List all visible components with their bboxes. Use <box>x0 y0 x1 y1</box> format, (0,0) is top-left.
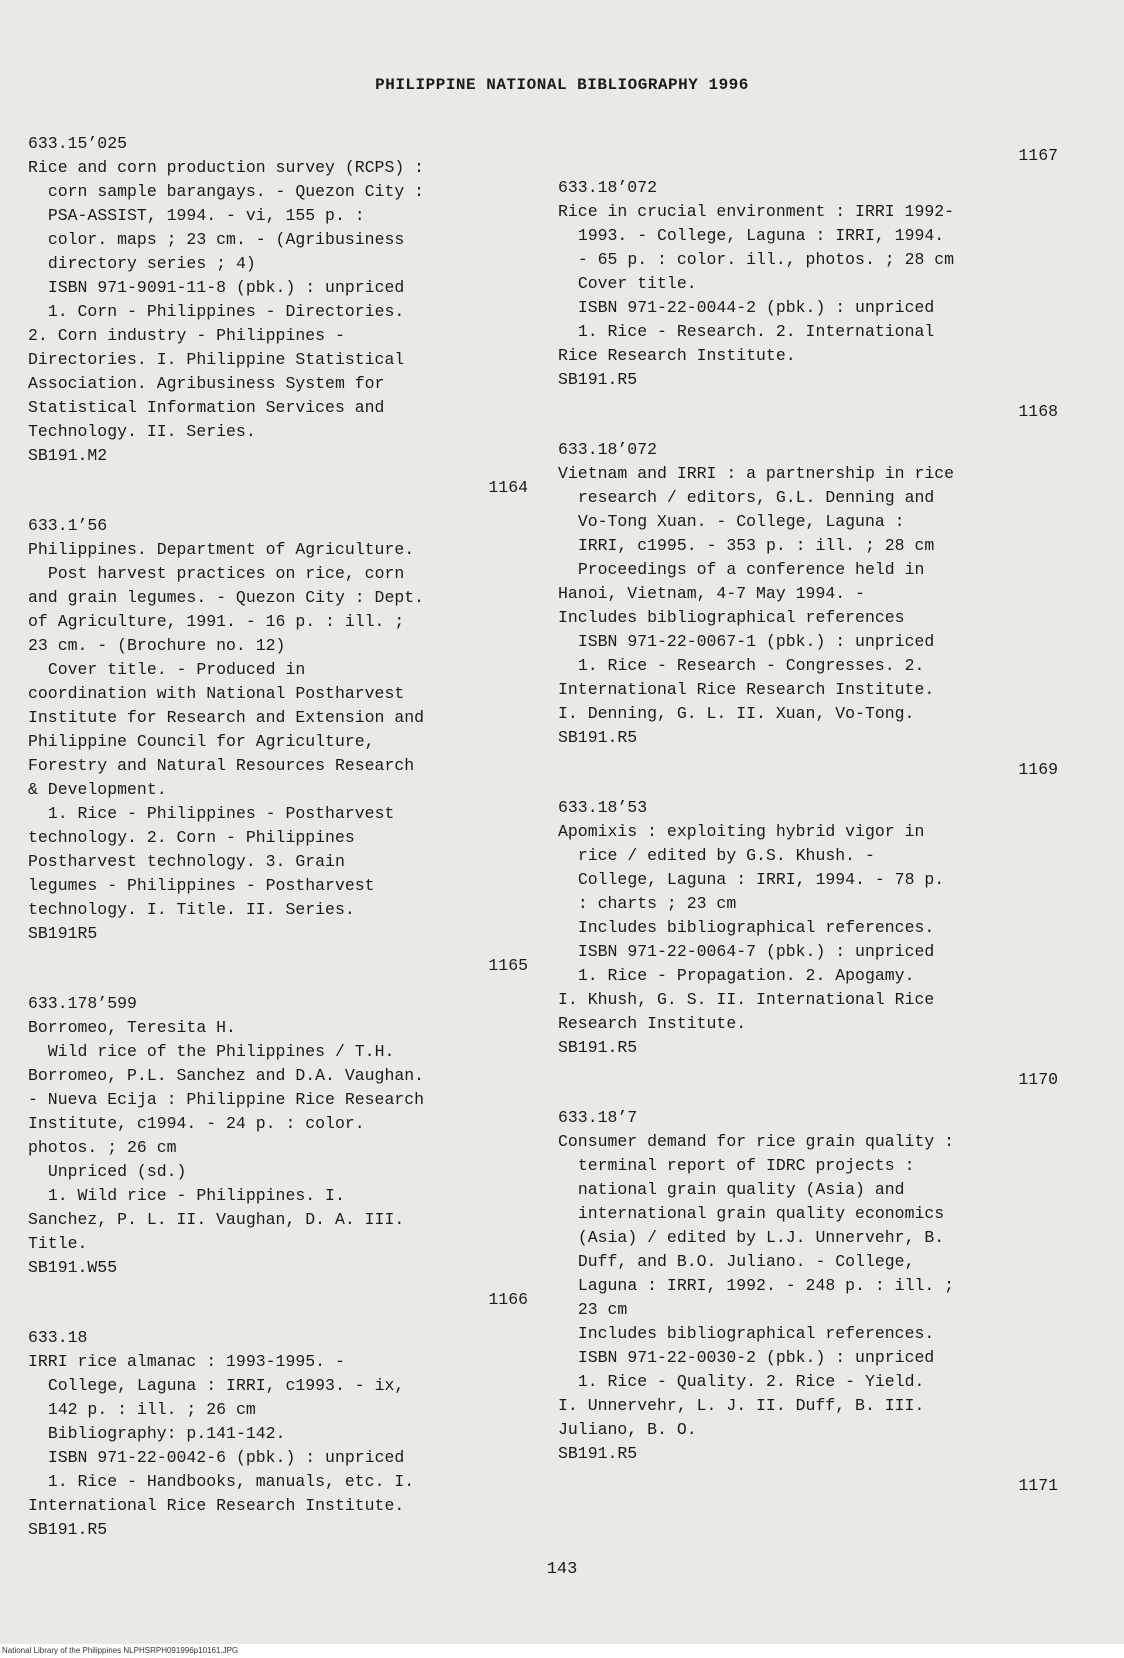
entry-text-line: Bibliography: p.141-142. <box>28 1424 286 1443</box>
entry-text-line: 23 cm. - (Brochure no. 12) <box>28 636 286 655</box>
catalog-entry <box>28 132 528 468</box>
entry-text-line: SB191R5 <box>28 924 98 943</box>
entry-text-line: I. Unnervehr, L. J. II. Duff, B. III. <box>558 1396 925 1415</box>
entry-text-line: 1. Corn - Philippines - Directories. <box>28 302 405 321</box>
class-number: 633.18’072 <box>558 440 658 459</box>
entry-text-line: I. Denning, G. L. II. Xuan, Vo-Tong. <box>558 704 915 723</box>
entry-text-line: Institute, c1994. - 24 p. : color. <box>28 1114 365 1133</box>
class-number: 633.178’599 <box>28 994 137 1013</box>
catalog-entry <box>558 1106 1058 1466</box>
entry-text-line: 1. Wild rice - Philippines. I. <box>28 1186 345 1205</box>
entry-text-line: Vietnam and IRRI : a partnership in rice <box>558 464 955 483</box>
entry-text-line: 1. Rice - Philippines - Postharvest <box>28 804 395 823</box>
entry-number: 1164 <box>488 478 528 497</box>
entry-text-line: Rice Research Institute. <box>558 346 796 365</box>
entry-text-line: rice / edited by G.S. Khush. - <box>558 846 875 865</box>
entry-text-line: : charts ; 23 cm <box>558 894 737 913</box>
entry-text-line: 1. Rice - Quality. 2. Rice - Yield. <box>558 1372 925 1391</box>
page-title: PHILIPPINE NATIONAL BIBLIOGRAPHY 1996 <box>375 76 749 94</box>
entry-number: 1166 <box>488 1290 528 1309</box>
entry-text-line: 23 cm <box>558 1300 628 1319</box>
entry-text-line: Rice in crucial environment : IRRI 1992- <box>558 202 955 221</box>
class-number: 633.18’53 <box>558 798 648 817</box>
entry-text-line: national grain quality (Asia) and <box>558 1180 905 1199</box>
entry-text-line: Technology. II. Series. <box>28 422 256 441</box>
entry-text-line: Directories. I. Philippine Statistical <box>28 350 405 369</box>
class-number: 633.18 <box>28 1328 88 1347</box>
entry-text-line: Sanchez, P. L. II. Vaughan, D. A. III. <box>28 1210 405 1229</box>
entry-text-line: SB191.R5 <box>28 1520 108 1539</box>
entry-text-line: ISBN 971-9091-11-8 (pbk.) : unpriced <box>28 278 405 297</box>
entry-text-line: Includes bibliographical references. <box>558 918 935 937</box>
entry-text-line: Hanoi, Vietnam, 4-7 May 1994. - <box>558 584 865 603</box>
entry-text-line: 142 p. : ill. ; 26 cm <box>28 1400 256 1419</box>
entry-text-line: Philippine Council for Agriculture, <box>28 732 375 751</box>
entry-text-line: - 65 p. : color. ill., photos. ; 28 cm <box>558 250 955 269</box>
entry-text-line: ISBN 971-22-0044-2 (pbk.) : unpriced <box>558 298 935 317</box>
entry-text-line: 1. Rice - Handbooks, manuals, etc. I. <box>28 1472 415 1491</box>
catalog-entry <box>558 176 1058 392</box>
entry-text-line: IRRI rice almanac : 1993-1995. - <box>28 1352 345 1371</box>
entry-text-line: Includes bibliographical references <box>558 608 905 627</box>
entry-text-line: Title. <box>28 1234 88 1253</box>
entry-text-line: Apomixis : exploiting hybrid vigor in <box>558 822 925 841</box>
entry-text-line: I. Khush, G. S. II. International Rice <box>558 990 935 1009</box>
entry-text-line: SB191.M2 <box>28 446 108 465</box>
entry-text-line: Post harvest practices on rice, corn <box>28 564 405 583</box>
entry-text-line: directory series ; 4) <box>28 254 256 273</box>
entry-number: 1167 <box>1018 146 1058 165</box>
entry-number: 1165 <box>488 956 528 975</box>
entry-text-line: Juliano, B. O. <box>558 1420 697 1439</box>
catalog-entry <box>28 992 528 1280</box>
entry-text-line: color. maps ; 23 cm. - (Agribusiness <box>28 230 405 249</box>
entry-text-line: ISBN 971-22-0064-7 (pbk.) : unpriced <box>558 942 935 961</box>
entry-text-line: Philippines. Department of Agriculture. <box>28 540 415 559</box>
entry-text-line: Postharvest technology. 3. Grain <box>28 852 345 871</box>
class-number: 633.18’7 <box>558 1108 638 1127</box>
page-number: 143 <box>546 1560 578 1579</box>
class-number: 633.1’56 <box>28 516 108 535</box>
entry-text-line: International Rice Research Institute. <box>558 680 935 699</box>
entry-text-line: Statistical Information Services and <box>28 398 385 417</box>
entry-text-line: Rice and corn production survey (RCPS) : <box>28 158 425 177</box>
entry-text-line: terminal report of IDRC projects : <box>558 1156 915 1175</box>
entry-text-line: Proceedings of a conference held in <box>558 560 925 579</box>
entry-text-line: & Development. <box>28 780 167 799</box>
entry-text-line: photos. ; 26 cm <box>28 1138 177 1157</box>
entry-text-line: Borromeo, Teresita H. <box>28 1018 236 1037</box>
entry-text-line: ISBN 971-22-0042-6 (pbk.) : unpriced <box>28 1448 405 1467</box>
class-number: 633.18’072 <box>558 178 658 197</box>
entry-text-line: Unpriced (sd.) <box>28 1162 187 1181</box>
entry-text-line: 2. Corn industry - Philippines - <box>28 326 345 345</box>
entry-text-line: 1. Rice - Research - Congresses. 2. <box>558 656 925 675</box>
entry-text-line: SB191.R5 <box>558 1038 638 1057</box>
entry-number: 1168 <box>1018 402 1058 421</box>
entry-text-line: Research Institute. <box>558 1014 747 1033</box>
entry-text-line: IRRI, c1995. - 353 p. : ill. ; 28 cm <box>558 536 935 555</box>
entry-number: 1169 <box>1018 760 1058 779</box>
entry-text-line: and grain legumes. - Quezon City : Dept. <box>28 588 425 607</box>
catalog-entry <box>28 1326 528 1542</box>
entry-text-line: ISBN 971-22-0067-1 (pbk.) : unpriced <box>558 632 935 651</box>
entry-text-line: ISBN 971-22-0030-2 (pbk.) : unpriced <box>558 1348 935 1367</box>
entry-text-line: SB191.R5 <box>558 728 638 747</box>
entry-text-line: SB191.R5 <box>558 1444 638 1463</box>
entry-text-line: technology. I. Title. II. Series. <box>28 900 355 919</box>
entry-text-line: Vo-Tong Xuan. - College, Laguna : <box>558 512 905 531</box>
entry-number: 1170 <box>1018 1070 1058 1089</box>
entry-text-line: 1993. - College, Laguna : IRRI, 1994. <box>558 226 945 245</box>
catalog-entry <box>558 796 1058 1060</box>
left-column <box>28 132 528 1556</box>
class-number: 633.15’025 <box>28 134 128 153</box>
entry-text-line: SB191.W55 <box>28 1258 118 1277</box>
entry-text-line: SB191.R5 <box>558 370 638 389</box>
entry-text-line: Institute for Research and Extension and <box>28 708 425 727</box>
entry-text-line: of Agriculture, 1991. - 16 p. : ill. ; <box>28 612 405 631</box>
entry-text-line: PSA-ASSIST, 1994. - vi, 155 p. : <box>28 206 365 225</box>
entry-text-line: corn sample barangays. - Quezon City : <box>28 182 425 201</box>
entry-text-line: Cover title. <box>558 274 697 293</box>
entry-text-line: technology. 2. Corn - Philippines <box>28 828 355 847</box>
entry-text-line: Borromeo, P.L. Sanchez and D.A. Vaughan. <box>28 1066 425 1085</box>
entry-text-line: 1. Rice - Research. 2. International <box>558 322 935 341</box>
entry-text-line: Duff, and B.O. Juliano. - College, <box>558 1252 915 1271</box>
entry-text-line: (Asia) / edited by L.J. Unnervehr, B. <box>558 1228 945 1247</box>
entry-text-line: international grain quality economics <box>558 1204 945 1223</box>
right-column <box>558 132 1058 1512</box>
entry-number: 1171 <box>1018 1476 1058 1495</box>
entry-text-line: coordination with National Postharvest <box>28 684 405 703</box>
entry-text-line: Wild rice of the Philippines / T.H. <box>28 1042 395 1061</box>
entry-text-line: Includes bibliographical references. <box>558 1324 935 1343</box>
entry-text-line: Association. Agribusiness System for <box>28 374 385 393</box>
catalog-entry <box>28 514 528 946</box>
entry-text-line: Cover title. - Produced in <box>28 660 306 679</box>
entry-text-line: legumes - Philippines - Postharvest <box>28 876 375 895</box>
entry-text-line: Laguna : IRRI, 1992. - 248 p. : ill. ; <box>558 1276 955 1295</box>
entry-text-line: College, Laguna : IRRI, 1994. - 78 p. <box>558 870 945 889</box>
catalog-entry <box>558 438 1058 750</box>
entry-text-line: research / editors, G.L. Denning and <box>558 488 935 507</box>
entry-text-line: Consumer demand for rice grain quality : <box>558 1132 955 1151</box>
entry-text-line: Forestry and Natural Resources Research <box>28 756 415 775</box>
entry-text-line: - Nueva Ecija : Philippine Rice Research <box>28 1090 425 1109</box>
entry-text-line: College, Laguna : IRRI, c1993. - ix, <box>28 1376 405 1395</box>
entry-text-line: International Rice Research Institute. <box>28 1496 405 1515</box>
scan-credit: National Library of the Philippines NLPHSRPH091996p10161.JPG <box>0 1644 1124 1658</box>
entry-text-line: 1. Rice - Propagation. 2. Apogamy. <box>558 966 915 985</box>
